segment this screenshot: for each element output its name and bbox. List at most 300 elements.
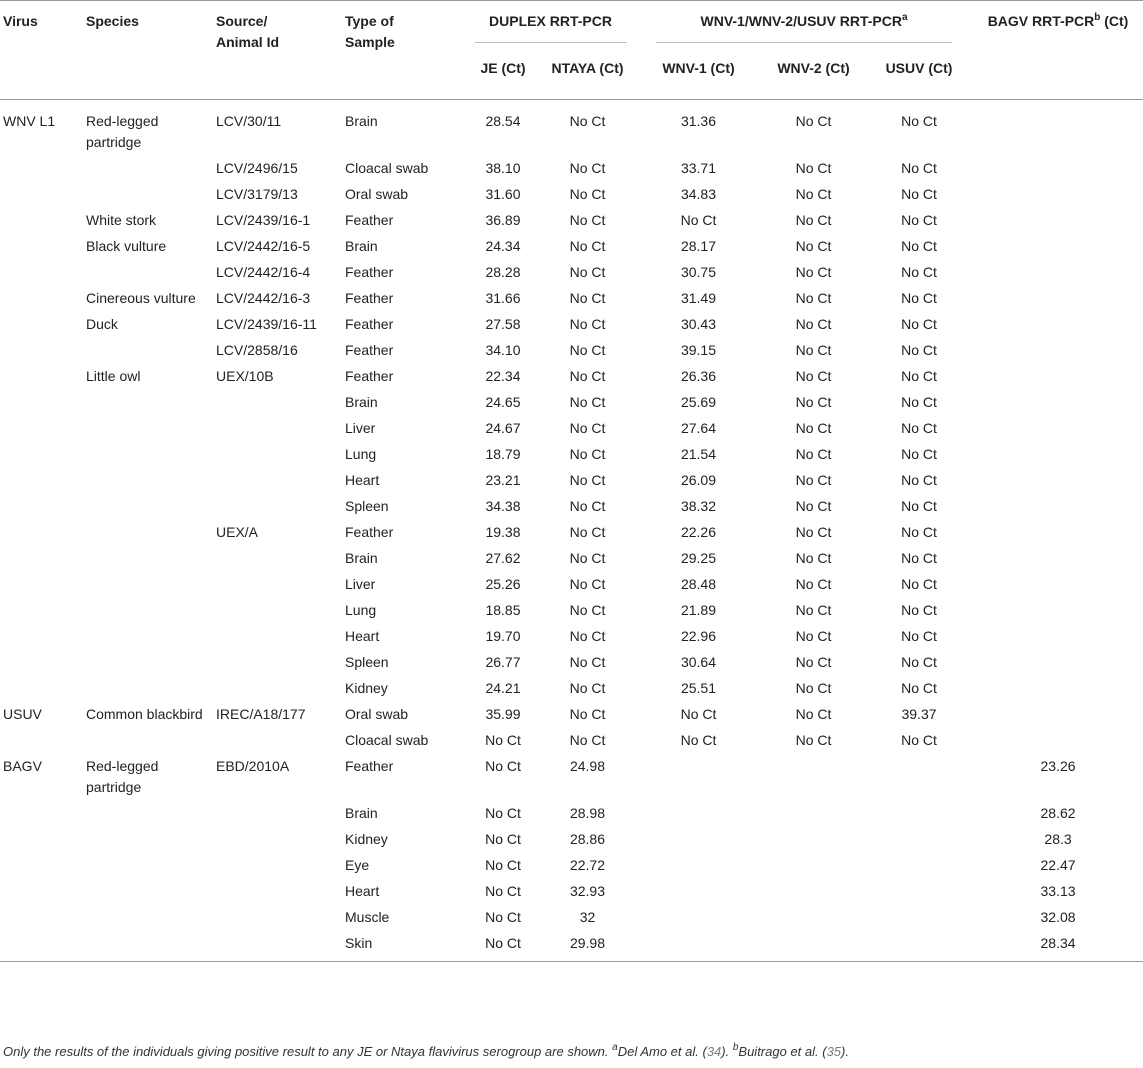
cell-usuv-ct: No Ct: [901, 654, 937, 670]
cell-usuv-ct: No Ct: [901, 446, 937, 462]
table-row: [0, 598, 1143, 624]
cell-species: [86, 338, 216, 364]
cell-virus: BAGV: [3, 758, 42, 774]
cell-species: [86, 520, 216, 546]
cell-je-ct: 24.65: [485, 394, 521, 410]
cell-sample-type: Feather: [345, 264, 394, 280]
table-header: [0, 1, 1143, 100]
cell-usuv-ct: No Ct: [901, 576, 937, 592]
cell-species: Little owl: [86, 368, 141, 384]
cell-wnv2-ct: No Ct: [795, 732, 832, 748]
cell-je-ct: No Ct: [485, 831, 521, 847]
cell-sample-type: Feather: [345, 290, 394, 306]
cell-source: [216, 390, 345, 416]
cell-species: Black vulture: [86, 238, 167, 254]
cell-je-ct: 18.79: [485, 446, 521, 462]
cell-je-ct: 19.70: [485, 628, 521, 644]
cell-usuv-ct: [865, 931, 973, 962]
cell-ntaya-ct: No Ct: [569, 186, 606, 202]
cell-wnv1-ct: 38.32: [680, 498, 717, 514]
cell-je-ct: 31.66: [485, 290, 521, 306]
cell-source: LCV/2858/16: [216, 342, 298, 358]
cell-wnv1-ct: 39.15: [680, 342, 717, 358]
cell-sample-type: Feather: [345, 524, 394, 540]
cell-usuv-ct: [865, 801, 973, 827]
cell-bagv-ct: [973, 572, 1143, 598]
cell-bagv-ct: [973, 598, 1143, 624]
cell-source: [216, 442, 345, 468]
cell-ntaya-ct: No Ct: [569, 654, 606, 670]
cell-species: [86, 572, 216, 598]
cell-bagv-ct: 28.34: [1040, 935, 1076, 951]
cell-wnv1-ct: 33.71: [680, 160, 717, 176]
cell-ntaya-ct: No Ct: [569, 706, 606, 722]
cell-bagv-ct: [973, 260, 1143, 286]
cell-sample-type: Brain: [345, 113, 378, 129]
cell-source: LCV/2439/16-11: [216, 316, 317, 332]
table-row: [0, 286, 1143, 312]
cell-ntaya-ct: No Ct: [569, 238, 606, 254]
cell-virus: WNV L1: [3, 113, 56, 129]
cell-species: Red-legged partridge: [86, 758, 159, 795]
table-row: [0, 468, 1143, 494]
cell-wnv1-ct: 26.36: [680, 368, 717, 384]
cell-wnv2-ct: No Ct: [795, 212, 832, 228]
cell-usuv-ct: No Ct: [901, 628, 937, 644]
cell-wnv1-ct: [635, 931, 762, 962]
cell-je-ct: 25.26: [485, 576, 521, 592]
cell-species: [86, 801, 216, 827]
cell-usuv-ct: No Ct: [901, 160, 937, 176]
cell-wnv1-ct: 28.17: [680, 238, 717, 254]
cell-wnv2-ct: No Ct: [795, 342, 832, 358]
cell-ntaya-ct: No Ct: [569, 498, 606, 514]
cell-wnv2-ct: No Ct: [795, 550, 832, 566]
cell-bagv-ct: [973, 416, 1143, 442]
cell-species: [86, 546, 216, 572]
cell-source: [216, 801, 345, 827]
cell-wnv2-ct: No Ct: [795, 368, 832, 384]
table-row: [0, 182, 1143, 208]
table-row: [0, 546, 1143, 572]
cell-ntaya-ct: No Ct: [569, 212, 606, 228]
table-row: [0, 520, 1143, 546]
cell-usuv-ct: No Ct: [901, 342, 937, 358]
cell-usuv-ct: No Ct: [901, 264, 937, 280]
cell-je-ct: 27.58: [485, 316, 521, 332]
cell-je-ct: 24.67: [485, 420, 521, 436]
reference-link-34[interactable]: 34: [706, 1044, 722, 1059]
cell-wnv2-ct: No Ct: [795, 680, 832, 696]
cell-sample-type: Lung: [345, 602, 377, 618]
table-row: [0, 650, 1143, 676]
table-row: [0, 156, 1143, 182]
cell-species: Duck: [86, 316, 118, 332]
cell-source: [216, 494, 345, 520]
cell-species: [86, 905, 216, 931]
cell-wnv1-ct: 30.75: [680, 264, 717, 280]
table-row: [0, 364, 1143, 390]
table-row: [0, 494, 1143, 520]
cell-virus: [0, 156, 86, 182]
cell-virus: [0, 494, 86, 520]
cell-species: [86, 853, 216, 879]
cell-species: [86, 931, 216, 962]
cell-sample-type: Skin: [345, 935, 373, 951]
cell-wnv1-ct: 29.25: [680, 550, 717, 566]
cell-species: [86, 442, 216, 468]
cell-source: [216, 931, 345, 962]
cell-usuv-ct: No Ct: [901, 394, 937, 410]
cell-ntaya-ct: 28.98: [569, 805, 606, 821]
cell-wnv2-ct: [762, 801, 865, 827]
table-row: [0, 624, 1143, 650]
cell-wnv1-ct: 30.64: [680, 654, 717, 670]
table-row: [0, 728, 1143, 754]
cell-je-ct: 26.77: [485, 654, 521, 670]
cell-source: LCV/2439/16-1: [216, 212, 311, 228]
cell-wnv1-ct: [635, 879, 762, 905]
cell-wnv1-ct: No Ct: [680, 732, 717, 748]
cell-species: [86, 676, 216, 702]
cell-usuv-ct: [865, 879, 973, 905]
cell-sample-type: Liver: [345, 576, 376, 592]
cell-bagv-ct: [973, 520, 1143, 546]
cell-wnv2-ct: [762, 853, 865, 879]
cell-virus: [0, 234, 86, 260]
cell-ntaya-ct: 22.72: [569, 857, 606, 873]
cell-wnv2-ct: [762, 827, 865, 853]
cell-sample-type: Feather: [345, 212, 394, 228]
header-wnv1: WNV-1 (Ct): [662, 60, 735, 76]
cell-virus: [0, 676, 86, 702]
cell-species: [86, 728, 216, 754]
cell-bagv-ct: [973, 182, 1143, 208]
cell-ntaya-ct: No Ct: [569, 576, 606, 592]
table-row: [0, 572, 1143, 598]
cell-virus: [0, 931, 86, 962]
cell-wnv2-ct: [762, 879, 865, 905]
cell-ntaya-ct: 32: [579, 909, 596, 925]
cell-je-ct: No Ct: [485, 857, 521, 873]
cell-ntaya-ct: No Ct: [569, 342, 606, 358]
cell-ntaya-ct: No Ct: [569, 680, 606, 696]
cell-sample-type: Cloacal swab: [345, 160, 429, 176]
cell-virus: [0, 650, 86, 676]
cell-bagv-ct: [973, 100, 1143, 157]
cell-bagv-ct: [973, 208, 1143, 234]
cell-virus: USUV: [3, 706, 42, 722]
cell-bagv-ct: 33.13: [1040, 883, 1076, 899]
cell-virus: [0, 442, 86, 468]
cell-virus: [0, 827, 86, 853]
cell-wnv2-ct: No Ct: [795, 472, 832, 488]
cell-ntaya-ct: No Ct: [569, 550, 606, 566]
cell-wnv1-ct: [635, 853, 762, 879]
cell-wnv1-ct: 21.89: [680, 602, 717, 618]
table-row: [0, 312, 1143, 338]
cell-virus: [0, 879, 86, 905]
table-row: [0, 801, 1143, 827]
table-row: [0, 853, 1143, 879]
cell-source: [216, 676, 345, 702]
cell-usuv-ct: [865, 905, 973, 931]
cell-usuv-ct: No Ct: [901, 550, 937, 566]
cell-bagv-ct: [973, 494, 1143, 520]
cell-wnv2-ct: No Ct: [795, 446, 832, 462]
cell-bagv-ct: [973, 702, 1143, 728]
cell-virus: [0, 312, 86, 338]
cell-virus: [0, 801, 86, 827]
cell-ntaya-ct: No Ct: [569, 446, 606, 462]
cell-usuv-ct: No Ct: [901, 602, 937, 618]
cell-source: UEX/10B: [216, 368, 274, 384]
cell-source: EBD/2010A: [216, 758, 290, 774]
cell-ntaya-ct: No Ct: [569, 113, 606, 129]
cell-sample-type: Kidney: [345, 680, 388, 696]
cell-virus: [0, 338, 86, 364]
cell-bagv-ct: [973, 156, 1143, 182]
cell-source: [216, 598, 345, 624]
cell-source: [216, 624, 345, 650]
cell-usuv-ct: No Ct: [901, 238, 937, 254]
cell-sample-type: Feather: [345, 342, 394, 358]
cell-sample-type: Brain: [345, 805, 378, 821]
cell-bagv-ct: [973, 468, 1143, 494]
cell-virus: [0, 286, 86, 312]
cell-sample-type: Brain: [345, 394, 378, 410]
cell-source: LCV/3179/13: [216, 186, 298, 202]
cell-ntaya-ct: 32.93: [569, 883, 606, 899]
cell-species: [86, 494, 216, 520]
cell-bagv-ct: [973, 650, 1143, 676]
cell-je-ct: No Ct: [485, 909, 521, 925]
cell-bagv-ct: [973, 728, 1143, 754]
cell-sample-type: Spleen: [345, 498, 389, 514]
cell-usuv-ct: [865, 827, 973, 853]
cell-je-ct: 31.60: [485, 186, 521, 202]
cell-je-ct: 27.62: [485, 550, 521, 566]
table-row: [0, 234, 1143, 260]
cell-source: LCV/2442/16-4: [216, 264, 311, 280]
cell-bagv-ct: [973, 442, 1143, 468]
cell-ntaya-ct: No Ct: [569, 160, 606, 176]
cell-ntaya-ct: No Ct: [569, 394, 606, 410]
cell-sample-type: Feather: [345, 368, 394, 384]
cell-wnv1-ct: 28.48: [680, 576, 717, 592]
cell-source: [216, 650, 345, 676]
table-row: [0, 416, 1143, 442]
cell-virus: [0, 208, 86, 234]
cell-species: [86, 416, 216, 442]
table-row: [0, 905, 1143, 931]
cell-wnv2-ct: No Ct: [795, 238, 832, 254]
header-source: Source/ Animal Id: [216, 13, 280, 50]
table-footnote: Only the results of the individuals giving positive result to any JE or Ntaya flavivirus serogroup are shown. $^a$Del Amo et al. (34). $^b$Buitrago et al. (35).: [3, 1042, 849, 1059]
cell-species: [86, 390, 216, 416]
cell-source: [216, 728, 345, 754]
header-je: JE (Ct): [480, 60, 526, 76]
table-body: [0, 100, 1143, 962]
cell-species: White stork: [86, 212, 157, 228]
cell-wnv2-ct: No Ct: [795, 113, 832, 129]
cell-sample-type: Feather: [345, 758, 394, 774]
cell-usuv-ct: No Ct: [901, 316, 937, 332]
cell-wnv2-ct: No Ct: [795, 654, 832, 670]
cell-wnv1-ct: No Ct: [680, 706, 717, 722]
cell-ntaya-ct: No Ct: [569, 264, 606, 280]
header-duplex-group: DUPLEX RRT-PCR: [466, 1, 635, 55]
cell-ntaya-ct: No Ct: [569, 628, 606, 644]
table-row: [0, 338, 1143, 364]
cell-usuv-ct: 39.37: [901, 706, 937, 722]
cell-source: UEX/A: [216, 524, 259, 540]
cell-bagv-ct: 32.08: [1040, 909, 1076, 925]
cell-wnv2-ct: No Ct: [795, 316, 832, 332]
table-row: [0, 208, 1143, 234]
cell-wnv2-ct: No Ct: [795, 498, 832, 514]
cell-virus: [0, 728, 86, 754]
cell-usuv-ct: No Ct: [901, 498, 937, 514]
cell-wnv1-ct: 31.49: [680, 290, 717, 306]
reference-link-35[interactable]: 35: [826, 1044, 842, 1059]
cell-virus: [0, 546, 86, 572]
cell-sample-type: Feather: [345, 316, 394, 332]
cell-species: [86, 468, 216, 494]
cell-je-ct: 23.21: [485, 472, 521, 488]
cell-wnv2-ct: No Ct: [795, 264, 832, 280]
header-bagv: BAGV RRT-PCR$^b$ (Ct): [987, 12, 1129, 29]
cell-species: [86, 650, 216, 676]
cell-wnv1-ct: [635, 905, 762, 931]
cell-virus: [0, 182, 86, 208]
cell-wnv1-ct: No Ct: [680, 212, 717, 228]
cell-bagv-ct: [973, 546, 1143, 572]
cell-ntaya-ct: 28.86: [569, 831, 606, 847]
cell-virus: [0, 390, 86, 416]
cell-ntaya-ct: No Ct: [569, 368, 606, 384]
cell-species: Cinereous vulture: [86, 290, 196, 306]
cell-sample-type: Lung: [345, 446, 377, 462]
cell-sample-type: Kidney: [345, 831, 388, 847]
cell-je-ct: 24.34: [485, 238, 521, 254]
cell-wnv2-ct: [762, 931, 865, 962]
cell-ntaya-ct: 24.98: [569, 758, 606, 774]
cell-wnv2-ct: No Ct: [795, 394, 832, 410]
cell-sample-type: Oral swab: [345, 706, 409, 722]
cell-source: LCV/2442/16-5: [216, 238, 311, 254]
cell-je-ct: 28.28: [485, 264, 521, 280]
cell-bagv-ct: [973, 676, 1143, 702]
cell-virus: [0, 520, 86, 546]
cell-usuv-ct: No Ct: [901, 524, 937, 540]
cell-usuv-ct: No Ct: [901, 212, 937, 228]
cell-virus: [0, 624, 86, 650]
cell-virus: [0, 598, 86, 624]
cell-sample-type: Heart: [345, 472, 380, 488]
cell-bagv-ct: [973, 338, 1143, 364]
table-row: [0, 702, 1143, 728]
cell-je-ct: 24.21: [485, 680, 521, 696]
header-ntaya: NTAYA (Ct): [551, 60, 624, 76]
cell-source: [216, 827, 345, 853]
cell-species: [86, 624, 216, 650]
table-row: [0, 931, 1143, 962]
cell-wnv1-ct: 22.96: [680, 628, 717, 644]
cell-bagv-ct: 23.26: [1040, 758, 1076, 774]
cell-source: LCV/2496/15: [216, 160, 298, 176]
cell-je-ct: 19.38: [485, 524, 521, 540]
cell-je-ct: 38.10: [485, 160, 521, 176]
cell-sample-type: Brain: [345, 550, 378, 566]
cell-je-ct: 34.10: [485, 342, 521, 358]
cell-source: [216, 572, 345, 598]
cell-wnv2-ct: [762, 754, 865, 801]
cell-wnv2-ct: No Ct: [795, 628, 832, 644]
cell-wnv2-ct: No Ct: [795, 576, 832, 592]
header-virus: Virus: [3, 13, 38, 29]
cell-ntaya-ct: No Ct: [569, 732, 606, 748]
table-row: [0, 100, 1143, 157]
cell-wnv2-ct: [762, 905, 865, 931]
cell-usuv-ct: No Ct: [901, 290, 937, 306]
cell-je-ct: No Ct: [485, 935, 521, 951]
cell-usuv-ct: No Ct: [901, 420, 937, 436]
cell-wnv2-ct: No Ct: [795, 420, 832, 436]
cell-wnv2-ct: No Ct: [795, 602, 832, 618]
cell-sample-type: Oral swab: [345, 186, 409, 202]
cell-wnv2-ct: No Ct: [795, 290, 832, 306]
cell-je-ct: No Ct: [485, 805, 521, 821]
cell-species: [86, 182, 216, 208]
cell-species: [86, 260, 216, 286]
cell-bagv-ct: [973, 286, 1143, 312]
cell-source: IREC/A18/177: [216, 706, 306, 722]
header-wnv2: WNV-2 (Ct): [777, 60, 850, 76]
cell-wnv1-ct: 30.43: [680, 316, 717, 332]
cell-sample-type: Heart: [345, 628, 380, 644]
cell-virus: [0, 468, 86, 494]
cell-bagv-ct: [973, 312, 1143, 338]
cell-bagv-ct: [973, 624, 1143, 650]
cell-wnv1-ct: 27.64: [680, 420, 717, 436]
cell-ntaya-ct: No Ct: [569, 524, 606, 540]
cell-bagv-ct: 28.62: [1040, 805, 1076, 821]
cell-wnv1-ct: 25.51: [680, 680, 717, 696]
cell-source: [216, 468, 345, 494]
cell-sample-type: Eye: [345, 857, 370, 873]
cell-source: [216, 416, 345, 442]
cell-je-ct: 18.85: [485, 602, 521, 618]
cell-source: [216, 546, 345, 572]
cell-wnv1-ct: [635, 801, 762, 827]
table-row: [0, 827, 1143, 853]
cell-je-ct: No Ct: [485, 883, 521, 899]
cell-virus: [0, 416, 86, 442]
cell-wnv1-ct: [635, 827, 762, 853]
cell-bagv-ct: [973, 364, 1143, 390]
cell-usuv-ct: No Ct: [901, 732, 937, 748]
cell-species: [86, 598, 216, 624]
cell-usuv-ct: No Ct: [901, 368, 937, 384]
cell-usuv-ct: No Ct: [901, 472, 937, 488]
cell-species: [86, 156, 216, 182]
cell-je-ct: 36.89: [485, 212, 521, 228]
cell-wnv1-ct: 25.69: [680, 394, 717, 410]
cell-wnv2-ct: No Ct: [795, 160, 832, 176]
cell-ntaya-ct: No Ct: [569, 290, 606, 306]
cell-ntaya-ct: 29.98: [569, 935, 606, 951]
